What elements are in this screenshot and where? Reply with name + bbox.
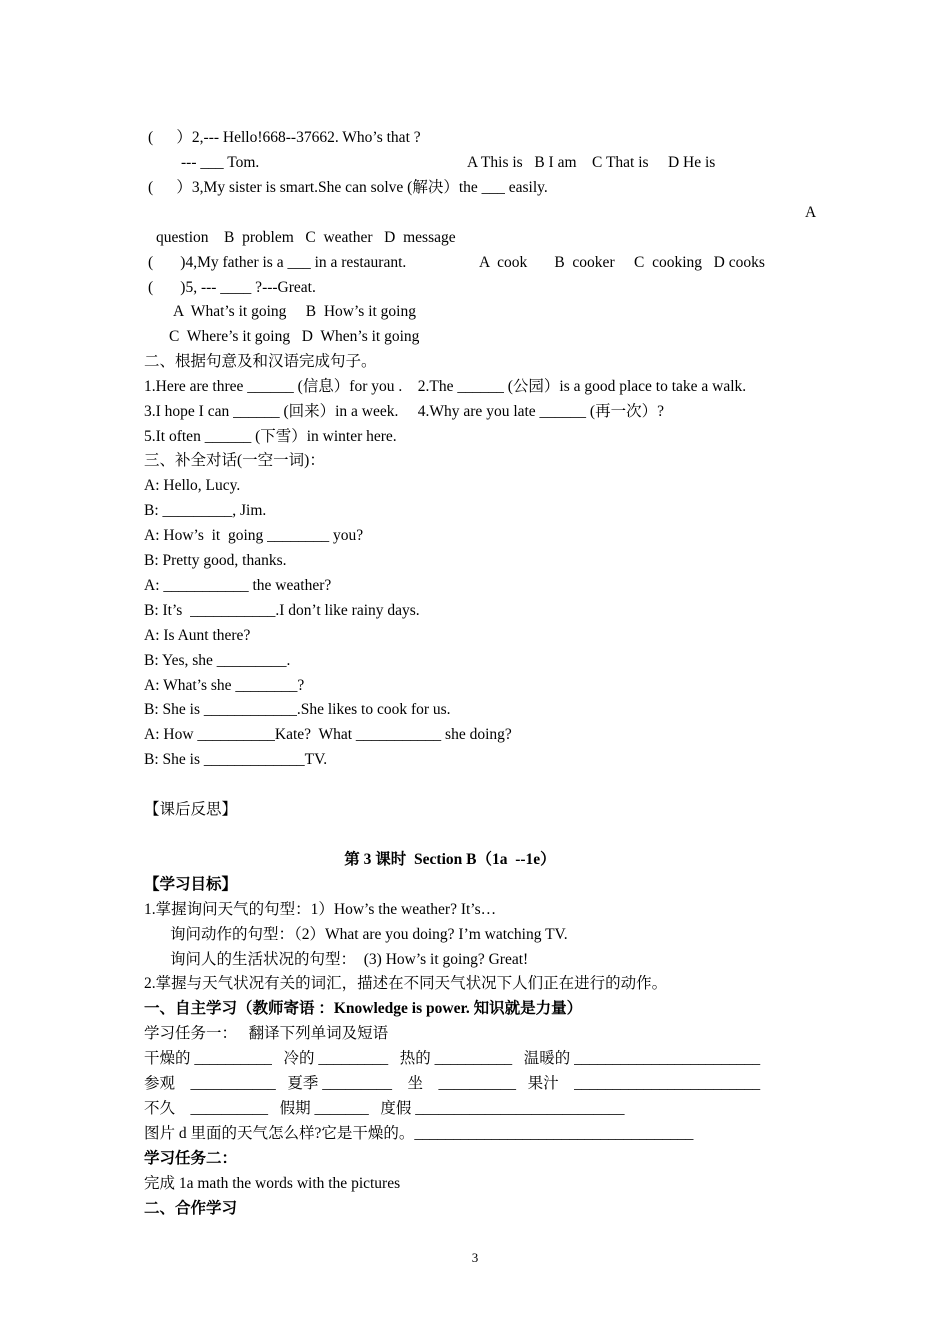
dialogue-line: B: _________, Jim. (144, 502, 267, 519)
vocab-row-3: 不久 __________ 假期 _______ 度假 ___________________________ (144, 1100, 625, 1117)
exercise-2-line-3: 5.It often ______ (下雪）in winter here. (144, 428, 397, 445)
dialogue-line: A: How’s it going ________ you? (144, 527, 364, 544)
q3-options: question B problem C weather D message (156, 229, 456, 246)
dialogue-line: A: Hello, Lucy. (144, 477, 241, 494)
dialogue-line: A: How __________Kate? What ___________ she doing? (144, 726, 512, 743)
dialogue-line: B: Yes, she _________. (144, 652, 291, 669)
dialogue-line: A: Is Aunt there? (144, 627, 251, 644)
q5-line: ( )5, --- ____ ?---Great. (148, 279, 316, 296)
q5-options-cd: C Where’s it going D When’s it going (169, 328, 420, 345)
lesson-title: 第 3 课时 Section B（1a --1e） (344, 851, 556, 868)
q4-line: ( )4,My father is a ___ in a restaurant. (148, 254, 407, 271)
reflection-heading: 【课后反思】 (144, 801, 238, 818)
q2-line: ( ）2,--- Hello!668--37662. Who’s that ? (148, 129, 421, 146)
exercise-2-line-2: 3.I hope I can ______ (回来）in a week. 4.Why are you late ______ (再一次）? (144, 403, 664, 420)
goal-1: 1.掌握询问天气的句型：1）How’s the weather? It’s… (144, 901, 497, 918)
dialogue-line: B: She is ____________.She likes to cook for us. (144, 701, 451, 718)
goal-1c: 询问人的生活状况的句型： (3) How’s it going? Great! (170, 951, 529, 968)
dialogue-line: B: It’s ___________.I don’t like rainy days. (144, 602, 420, 619)
dialogue-line: B: She is _____________TV. (144, 751, 328, 768)
cooperative-study-heading: 二、合作学习 (144, 1200, 238, 1217)
q4-options: A cook B cooker C cooking D cooks (479, 254, 765, 271)
dialogue-line: A: ___________ the weather? (144, 577, 332, 594)
task-2-heading: 学习任务二： (144, 1150, 238, 1167)
q2-options: A This is B I am C That is D He is (467, 154, 716, 171)
task-2-text: 完成 1a math the words with the pictures (144, 1175, 401, 1192)
q3-option-a-letter: A (805, 204, 817, 221)
page-number: 3 (471, 1250, 479, 1265)
self-study-heading: 一、自主学习（教师寄语 ：Knowledge is power. 知识就是力量） (144, 1000, 583, 1017)
exercise-2-title: 二、根据句意及和汉语完成句子。 (144, 353, 377, 370)
goals-heading: 【学习目标】 (144, 876, 238, 893)
exercise-2-line-1: 1.Here are three ______ (信息）for you . 2.The ______ (公园）is a good place to take a walk. (144, 378, 747, 395)
q3-line: ( ）3,My sister is smart.She can solve (解决）the ___ easily. (148, 179, 548, 196)
goal-1b: 询问动作的句型：（2）What are you doing? I’m watching TV. (170, 926, 568, 943)
exercise-3-title: 三、补全对话(一空一词)： (144, 452, 325, 469)
dialogue-line: B: Pretty good, thanks. (144, 552, 287, 569)
q2-answer: --- ___ Tom. (181, 154, 260, 171)
picture-question: 图片 d 里面的天气怎么样?它是干燥的。____________________________________ (144, 1125, 694, 1142)
dialogue-line: A: What’s she ________? (144, 677, 305, 694)
task-1-heading: 学习任务一： 翻译下列单词及短语 (144, 1025, 389, 1042)
q5-options-ab: A What’s it going B How’s it going (173, 303, 416, 320)
vocab-row-1: 干燥的 __________ 冷的 _________ 热的 __________ 温暖的 ________________________ (144, 1050, 761, 1067)
vocab-row-2: 参观 ___________ 夏季 _________ 坐 __________ 果汁 ________________________ (144, 1075, 761, 1092)
goal-2: 2.掌握与天气状况有关的词汇，描述在不同天气状况下人们正在进行的动作。 (144, 975, 668, 992)
